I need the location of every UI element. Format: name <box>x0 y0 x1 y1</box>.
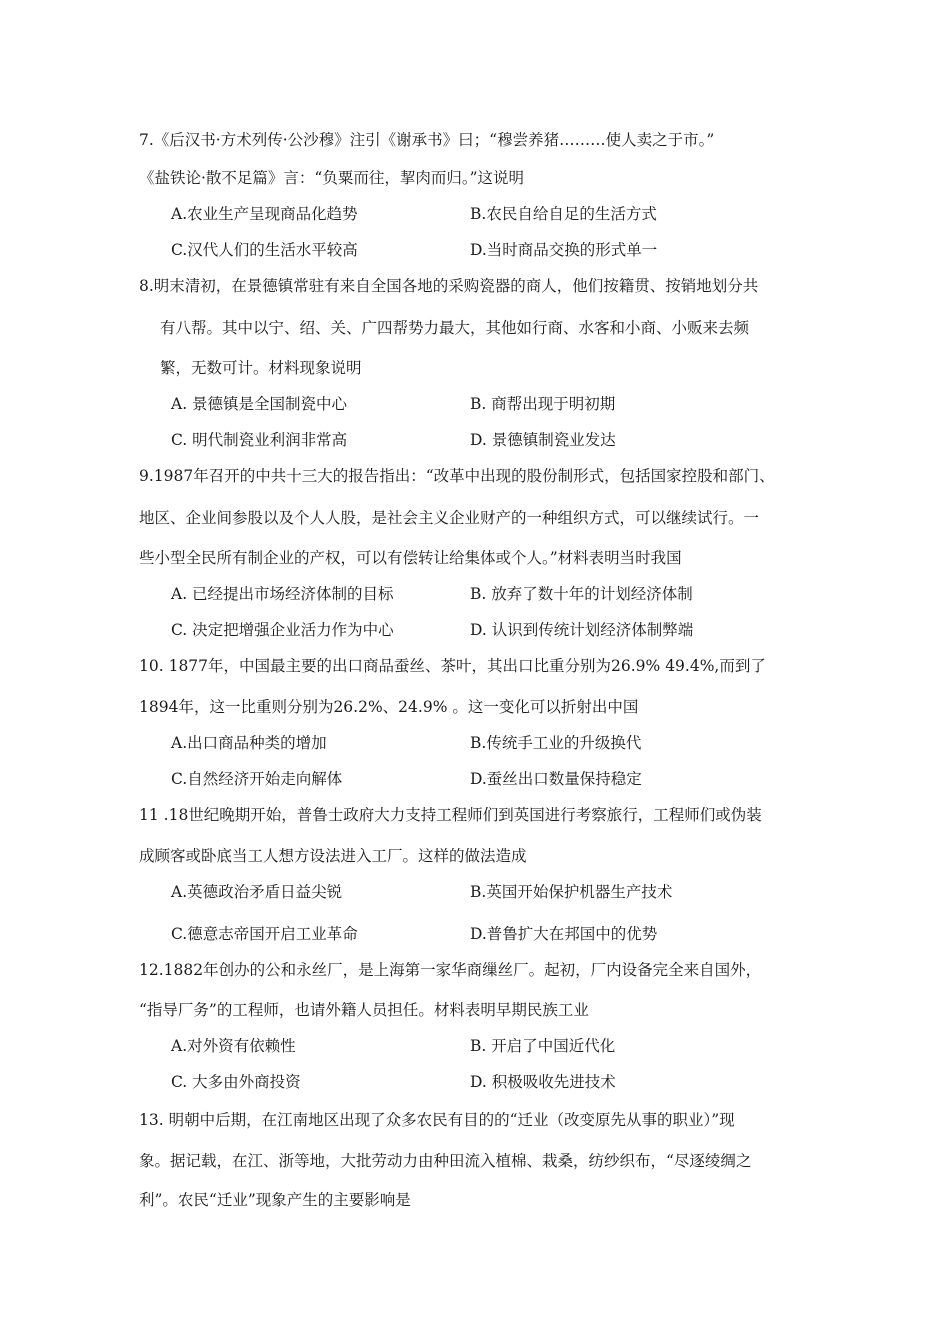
question-12-stem-line-2: “指导厂务”的工程师，也请外籍人员担任。材料表明早期民族工业 <box>139 1001 589 1019</box>
question-11-option-b: B.英国开始保护机器生产技术 <box>470 883 673 901</box>
question-8-stem-line-3: 繁，无数可计。材料现象说明 <box>160 359 362 377</box>
question-7-option-d: D.当时商品交换的形式单一 <box>470 241 658 259</box>
question-13-stem-line-1: 13. 明朝中后期，在江南地区出现了众多农民有目的的“迁业（改变原先从事的职业）”现 <box>139 1111 735 1129</box>
question-9-option-c: C. 决定把增强企业活力作为中心 <box>171 621 394 639</box>
question-7-option-b: B.农民自给自足的生活方式 <box>470 205 657 223</box>
question-9-option-b: B. 放弃了数十年的计划经济体制 <box>470 585 693 603</box>
question-11-option-c: C.德意志帝国开启工业革命 <box>171 925 358 943</box>
question-7-option-a: A.农业生产呈现商品化趋势 <box>171 205 358 223</box>
question-13-stem-line-2: 象。据记载，在江、浙等地，大批劳动力由种田流入植棉、栽桑，纺纱织布，“尽逐绫绸之 <box>139 1152 752 1170</box>
question-11-option-d: D.普鲁扩大在邦国中的优势 <box>470 925 658 943</box>
question-10-option-a: A.出口商品种类的增加 <box>171 734 327 752</box>
question-8-option-a: A. 景德镇是全国制瓷中心 <box>171 395 348 413</box>
question-8-option-d: D. 景德镇制瓷业发达 <box>470 431 616 449</box>
question-13-stem-line-3: 利”。农民“迁业”现象产生的主要影响是 <box>139 1191 411 1209</box>
question-8-stem-line-1: 8.明末清初，在景德镇常驻有来自全国各地的采购瓷器的商人，他们按籍贯、按销地划分共 <box>139 277 759 295</box>
question-10-stem-line-2: 1894年，这一比重则分别为26.2%、24.9% 。这一变化可以折射出中国 <box>139 698 639 716</box>
question-12-option-b: B. 开启了中国近代化 <box>470 1037 616 1055</box>
question-8-stem-line-2: 有八帮。其中以宁、绍、关、广四帮势力最大，其他如行商、水客和小商、小贩来去频 <box>160 319 750 337</box>
question-9-stem-line-3: 些小型全民所有制企业的产权，可以有偿转让给集体或个人。”材料表明当时我国 <box>139 549 682 567</box>
question-11-stem-line-1: 11 .18世纪晚期开始，普鲁士政府大力支持工程师们到英国进行考察旅行，工程师们或伪装 <box>139 806 762 824</box>
question-10-stem-line-1: 10. 1877年，中国最主要的出口商品蚕丝、茶叶，其出口比重分别为26.9% 49.4%,而到了 <box>139 657 766 675</box>
question-9-stem-line-1: 9.1987年召开的中共十三大的报告指出：“改革中出现的股份制形式，包括国家控股和部门、 <box>139 467 775 485</box>
question-8-option-c: C. 明代制瓷业利润非常高 <box>171 431 348 449</box>
question-10-option-c: C.自然经济开始走向解体 <box>171 770 343 788</box>
question-9-stem-line-2: 地区、企业间参股以及个人人股，是社会主义企业财产的一种组织方式，可以继续试行。一 <box>139 509 760 527</box>
question-12-option-d: D. 积极吸收先进技术 <box>470 1073 616 1091</box>
question-11-option-a: A.英德政治矛盾日益尖锐 <box>171 883 343 901</box>
question-10-option-b: B.传统手工业的升级换代 <box>470 734 642 752</box>
question-12-option-a: A.对外资有依赖性 <box>171 1037 296 1055</box>
question-8-option-b: B. 商帮出现于明初期 <box>470 395 616 413</box>
question-10-option-d: D.蚕丝出口数量保持稳定 <box>470 770 642 788</box>
question-9-option-d: D. 认识到传统计划经济体制弊端 <box>470 621 694 639</box>
question-7-stem-line-1: 7.《后汉书·方术列传·公沙穆》注引《谢承书》曰；“穆尝养猪………使人卖之于市。” <box>139 131 715 149</box>
question-7-option-c: C.汉代人们的生活水平较高 <box>171 241 358 259</box>
question-12-stem-line-1: 12.1882年创办的公和永丝厂，是上海第一家华商缫丝厂。起初，厂内设备完全来自国外， <box>139 961 762 979</box>
question-12-option-c: C. 大多由外商投资 <box>171 1073 301 1091</box>
question-7-stem-line-2: 《盐铁论·散不足篇》言：“负粟而往，挈肉而归。”这说明 <box>139 169 525 187</box>
question-9-option-a: A. 已经提出市场经济体制的目标 <box>171 585 394 603</box>
question-11-stem-line-2: 成顾客或卧底当工人想方设法进入工厂。这样的做法造成 <box>139 847 527 865</box>
